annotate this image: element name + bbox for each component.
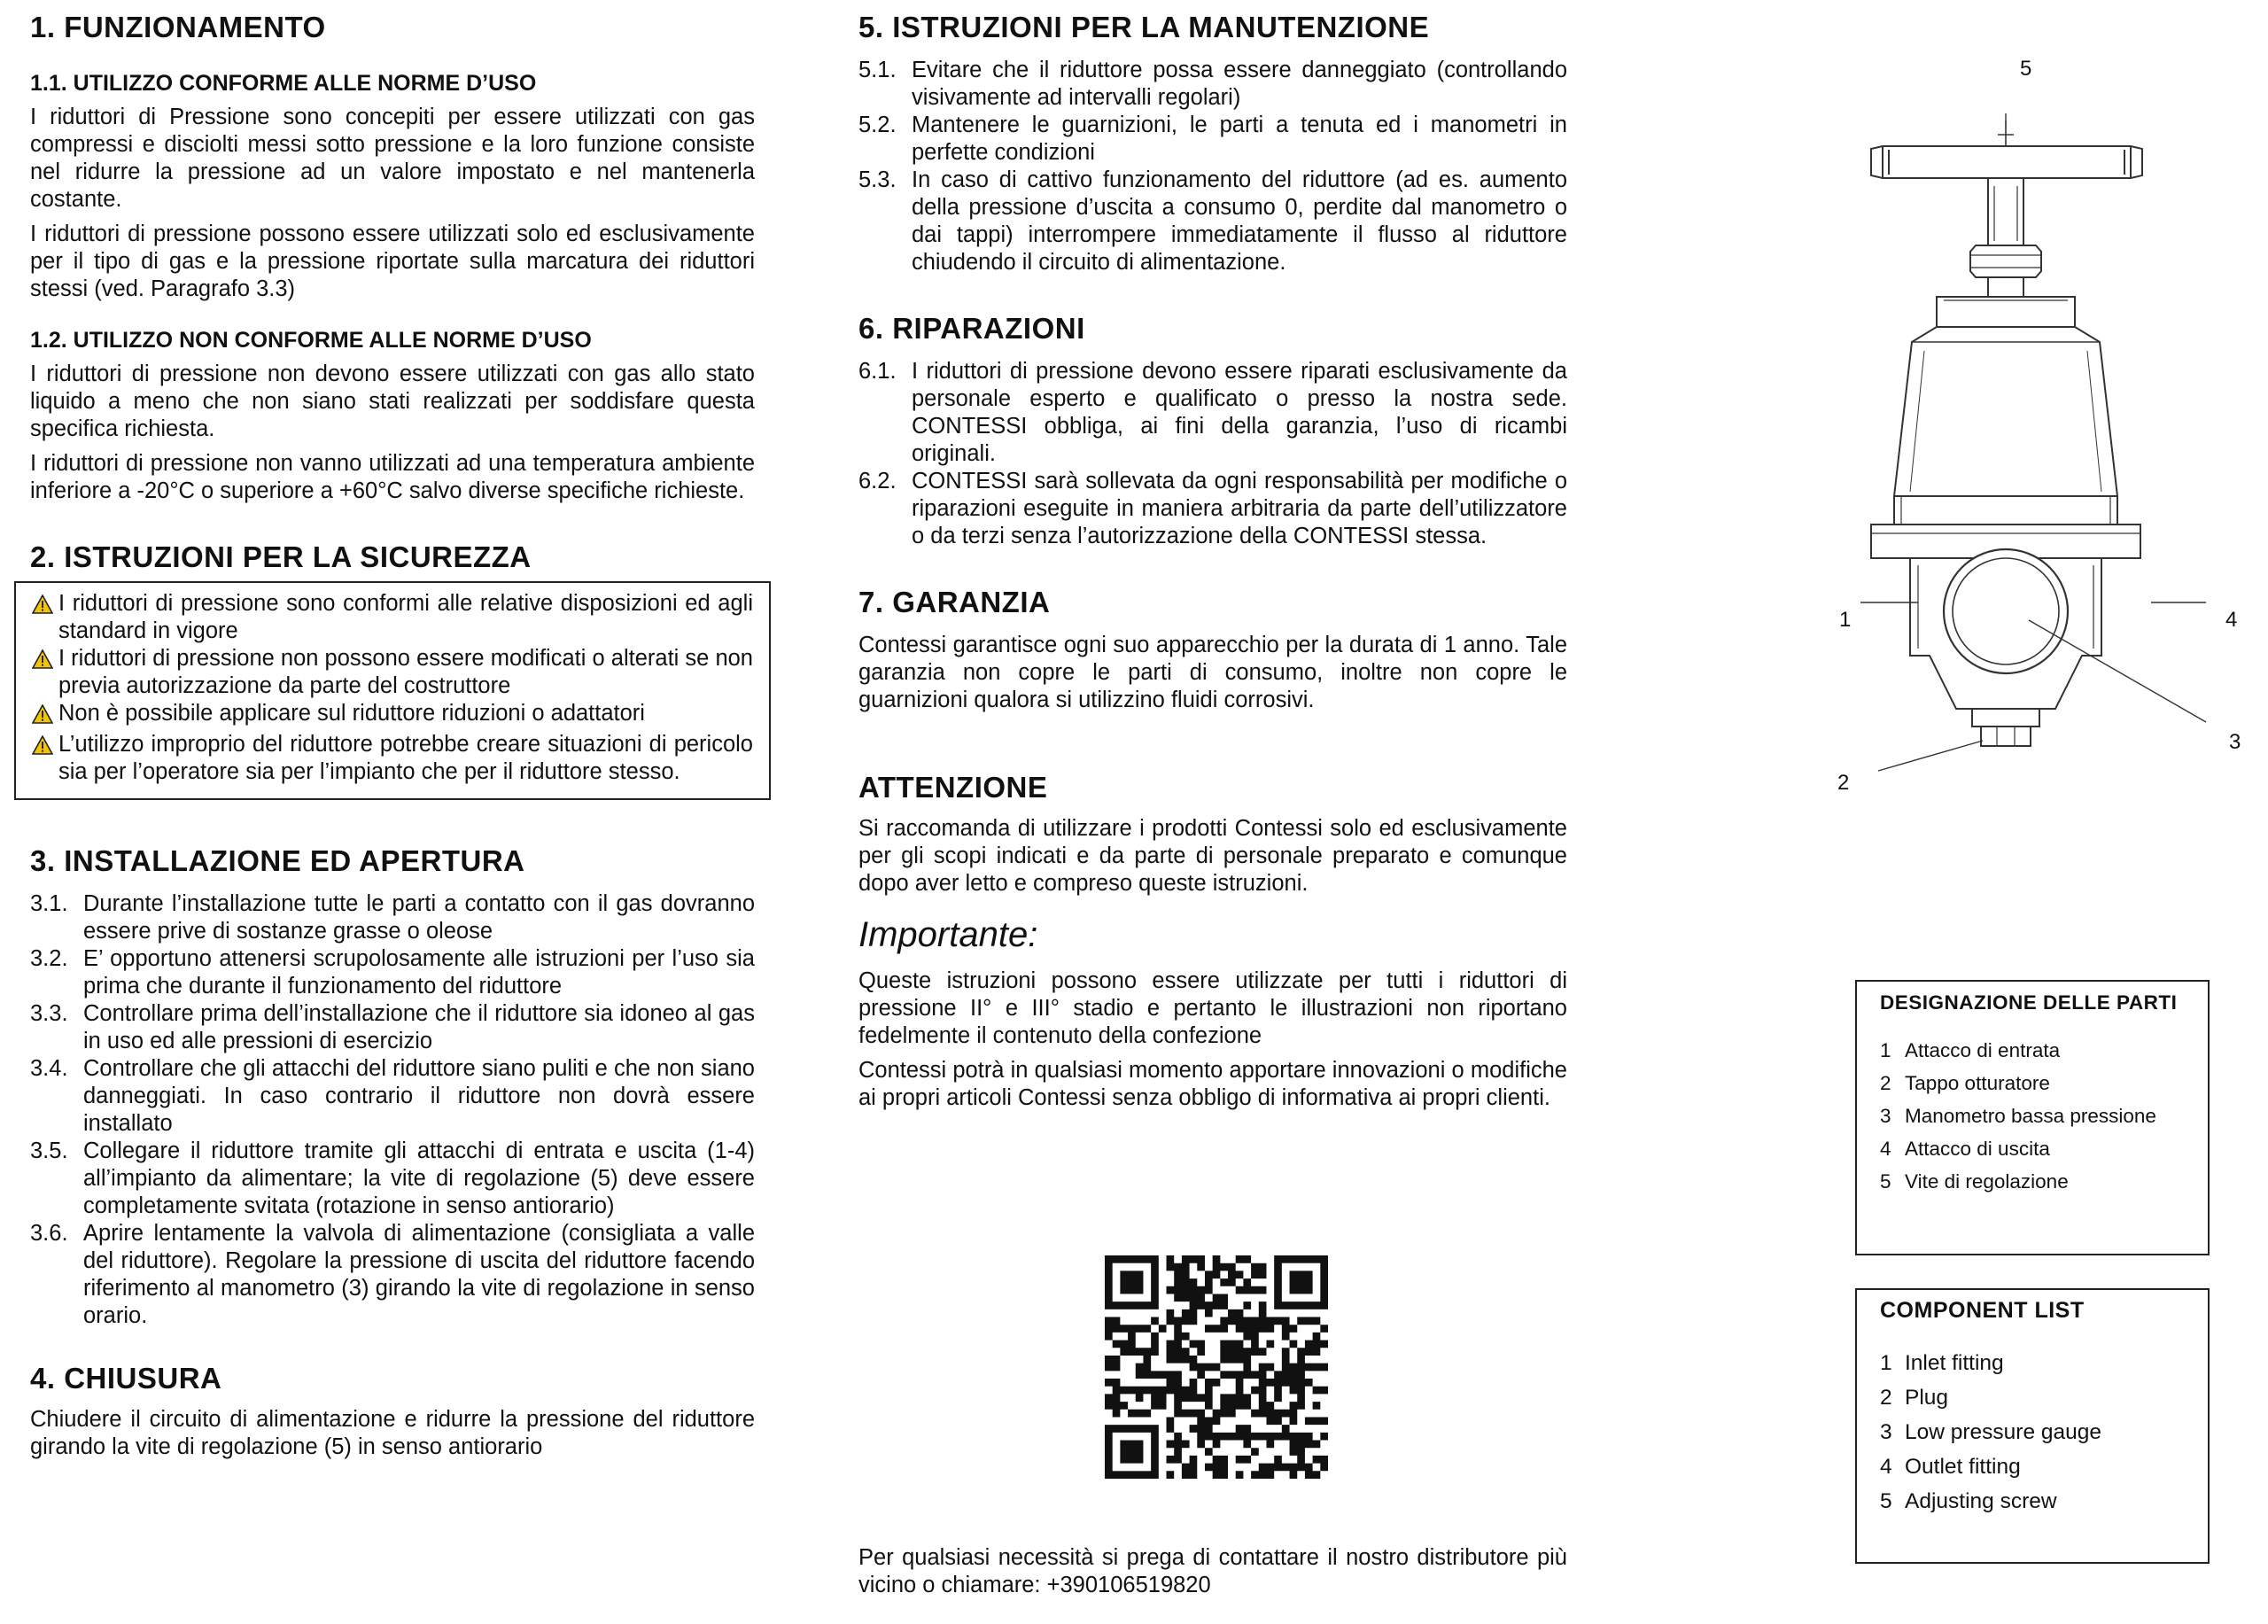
safety-warning-box [14, 581, 771, 800]
qr-code [1105, 1255, 1328, 1479]
item-number: 3.1. [30, 891, 68, 916]
item-text: Mantenere le guarnizioni, le parti a tenuta ed i manometri in perfette condizioni [912, 113, 1567, 165]
legend-item [1880, 1132, 2185, 1165]
section-7-paragraph: Contessi garantisce ogni suo apparecchio per la durata di 1 anno. Tale garanzia non copre le parti di consumo, inoltre non copre le guarnizioni qualora si utilizzino fluidi corrosivi. [858, 633, 1567, 712]
callout-1: 1 [1839, 608, 1852, 632]
item-text: Controllare che gli attacchi del riduttore siano puliti e che non siano danneggiati. In caso contrario il riduttore non dovrà essere installato [83, 1056, 755, 1136]
item-number: 3.3. [30, 1001, 68, 1026]
warning-item [32, 590, 753, 645]
item-number: 6.2. [858, 469, 897, 493]
contact-paragraph: Per qualsiasi necessità si prega di contattare il nostro distributore più vicino o chiamare: +390106519820 [858, 1545, 1567, 1597]
legend-label: Attacco di entrata [1905, 1039, 2061, 1061]
warning-triangle-icon [32, 645, 58, 700]
warning-triangle-icon [32, 590, 58, 645]
legend-number: 2 [1880, 1072, 1891, 1094]
item-text: Collegare il riduttore tramite gli attacchi di entrata e uscita (1-4) all’impianto da alimentare; la vite di regolazione (5) deve essere completamente svitata (rotazione in senso antiorario) [83, 1138, 755, 1218]
legend-item [1880, 1100, 2185, 1132]
attenzione-title: ATTENZIONE [858, 771, 1048, 804]
legend-label: Outlet fitting [1905, 1455, 2021, 1479]
parts-legend-italian [1855, 980, 2210, 1255]
callout-4: 4 [2225, 608, 2238, 632]
legend-number: 1 [1880, 1351, 1892, 1375]
warning-text: Non è possibile applicare sul riduttore riduzioni o adattatori [58, 701, 645, 726]
attenzione-paragraph: Si raccomanda di utilizzare i prodotti Contessi solo ed esclusivamente per gli scopi indicati e da parte di personale preparato e comunque dopo aver letto e compreso queste istruzioni. [858, 816, 1567, 896]
item-number: 3.5. [30, 1138, 68, 1163]
importante-paragraph-1: Queste istruzioni possono essere utilizzate per tutti i riduttori di pressione II° e III° stadio e pertanto le illustrazioni non riportano fedelmente il contenuto della confezione [858, 968, 1567, 1048]
section-7-title: 7. GARANZIA [858, 586, 1051, 618]
list-item [858, 112, 1567, 167]
item-text: E’ opportuno attenersi scrupolosamente alle istruzioni per l’uso sia prima che durante il funzionamento del riduttore [83, 946, 755, 998]
column-middle [858, 0, 1567, 1119]
list-item [858, 468, 1567, 550]
column-left [30, 0, 755, 1468]
item-text: Evitare che il riduttore possa essere danneggiato (controllando visivamente ad intervalli regolari) [912, 58, 1567, 110]
legend-label: Adjusting screw [1905, 1489, 2057, 1513]
parts-legend-english [1855, 1288, 2210, 1564]
section-1-1-paragraph-1: I riduttori di Pressione sono concepiti per essere utilizzati con gas compressi e disciolti messi sotto pressione e la loro funzione consiste nel ridurre la pressione ad un valore impostato e nel mantenerla costante. [30, 105, 755, 212]
legend-label: Manometro bassa pressione [1905, 1105, 2156, 1127]
item-text: CONTESSI sarà sollevata da ogni responsabilità per modifiche o riparazioni eseguite in maniera arbitraria da parte dell’utilizzatore o da terzi senza l’autorizzazione della CONTESSI stessa. [912, 469, 1567, 548]
importante-title: Importante: [858, 915, 1038, 954]
legend-item [1880, 1034, 2185, 1067]
legend-label: Vite di regolazione [1905, 1170, 2069, 1193]
list-item [30, 1138, 755, 1220]
section-1-1-title: 1.1. UTILIZZO CONFORME ALLE NORME D’USO [30, 71, 537, 96]
legend-number: 1 [1880, 1039, 1891, 1061]
legend-label: Plug [1905, 1386, 1949, 1410]
list-item [30, 1000, 755, 1055]
legend-item [1880, 1165, 2185, 1198]
legend-number: 4 [1880, 1138, 1891, 1160]
item-text: I riduttori di pressione devono essere riparati esclusivamente da personale esperto e qualificato o presso la nostra sede. CONTESSI obbliga, ai fini della garanzia, l’uso di ricambi originali. [912, 359, 1567, 466]
item-text: In caso di cattivo funzionamento del riduttore (ad es. aumento della pressione d’uscita a consumo 0, perdite dal manometro o dai tappi) interrompere immediatamente il flusso al riduttore chiudendo il circuito di alimentazione. [912, 167, 1567, 275]
legend-number: 3 [1880, 1420, 1892, 1444]
item-number: 3.2. [30, 946, 68, 971]
callout-3: 3 [2229, 730, 2241, 754]
item-text: Aprire lentamente la valvola di alimentazione (consigliata a valle del riduttore). Regolare la pressione di uscita del riduttore facendo riferimento al manometro (3) girando la vite di regolazione in senso orario. [83, 1221, 755, 1328]
legend-item [1880, 1449, 2185, 1484]
item-number: 5.1. [858, 58, 897, 82]
item-number: 5.2. [858, 113, 897, 137]
item-number: 6.1. [858, 359, 897, 384]
legend-item [1880, 1415, 2185, 1449]
warning-item [32, 700, 753, 731]
item-text: Durante l’installazione tutte le parti a contatto con il gas dovranno essere prive di sostanze grasse o oleose [83, 891, 755, 944]
legend-item [1880, 1346, 2185, 1380]
section-1-2-paragraph-2: I riduttori di pressione non vanno utilizzati ad una temperatura ambiente inferiore a -20°C o superiore a +60°C salvo diverse specifiche richieste. [30, 451, 755, 503]
section-1-2-title: 1.2. UTILIZZO NON CONFORME ALLE NORME D’USO [30, 328, 592, 353]
callout-2: 2 [1837, 771, 1850, 795]
list-item [858, 57, 1567, 112]
list-item [30, 1220, 755, 1330]
warning-item [32, 731, 753, 786]
callout-5: 5 [2020, 57, 2032, 81]
section-5-title: 5. ISTRUZIONI PER LA MANUTENZIONE [858, 11, 1430, 43]
legend-label: Low pressure gauge [1905, 1420, 2102, 1444]
legend-label: Tappo otturatore [1905, 1072, 2050, 1094]
warning-item [32, 645, 753, 700]
legend-title: DESIGNAZIONE DELLE PARTI [1880, 991, 2178, 1014]
list-item [30, 890, 755, 945]
section-2-title: 2. ISTRUZIONI PER LA SICUREZZA [30, 540, 532, 573]
importante-paragraph-2: Contessi potrà in qualsiasi momento apportare innovazioni o modifiche ai propri articoli Contessi senza obbligo di informativa ai propri clienti. [858, 1058, 1567, 1110]
list-item [30, 1055, 755, 1138]
warning-text: I riduttori di pressione non possono essere modificati o alterati se non previa autorizzazione da parte del costruttore [58, 646, 753, 698]
legend-label: Inlet fitting [1905, 1351, 2004, 1375]
legend-title: COMPONENT LIST [1880, 1298, 2085, 1323]
section-1-2-paragraph-1: I riduttori di pressione non devono essere utilizzati con gas allo stato liquido a meno che non siano stati realizzati per soddisfare questa specifica richiesta. [30, 361, 755, 441]
legend-item [1880, 1067, 2185, 1100]
legend-item [1880, 1484, 2185, 1519]
warning-triangle-icon [32, 731, 58, 786]
list-item [30, 945, 755, 1000]
warning-triangle-icon [32, 700, 58, 731]
legend-label: Attacco di uscita [1905, 1138, 2050, 1160]
legend-item [1880, 1380, 2185, 1415]
list-item [858, 167, 1567, 276]
section-1-title: 1. FUNZIONAMENTO [30, 11, 326, 43]
warning-text: L’utilizzo improprio del riduttore potrebbe creare situazioni di pericolo sia per l’operatore sia per l’impianto che per il riduttore stesso. [58, 732, 753, 784]
legend-number: 4 [1880, 1455, 1892, 1479]
item-number: 3.4. [30, 1056, 68, 1081]
warning-text: I riduttori di pressione sono conformi alle relative disposizioni ed agli standard in vigore [58, 591, 753, 643]
section-1-1-paragraph-2: I riduttori di pressione possono essere utilizzati solo ed esclusivamente per il tipo di gas e la pressione riportate sulla marcatura dei riduttori stessi (ved. Paragrafo 3.3) [30, 221, 755, 301]
legend-number: 5 [1880, 1170, 1891, 1193]
section-6-title: 6. RIPARAZIONI [858, 312, 1085, 345]
section-4-paragraph: Chiudere il circuito di alimentazione e ridurre la pressione del riduttore girando la vite di regolazione (5) in senso antiorario [30, 1407, 755, 1459]
pressure-regulator-diagram [1816, 35, 2259, 797]
section-3-title: 3. INSTALLAZIONE ED APERTURA [30, 844, 525, 877]
legend-number: 2 [1880, 1386, 1892, 1410]
item-number: 5.3. [858, 167, 897, 192]
list-item [858, 358, 1567, 468]
section-4-title: 4. CHIUSURA [30, 1362, 222, 1395]
legend-number: 3 [1880, 1105, 1891, 1127]
item-text: Controllare prima dell’installazione che il riduttore sia idoneo al gas in uso ed alle pressioni di esercizio [83, 1001, 755, 1053]
item-number: 3.6. [30, 1221, 68, 1246]
legend-number: 5 [1880, 1489, 1892, 1513]
